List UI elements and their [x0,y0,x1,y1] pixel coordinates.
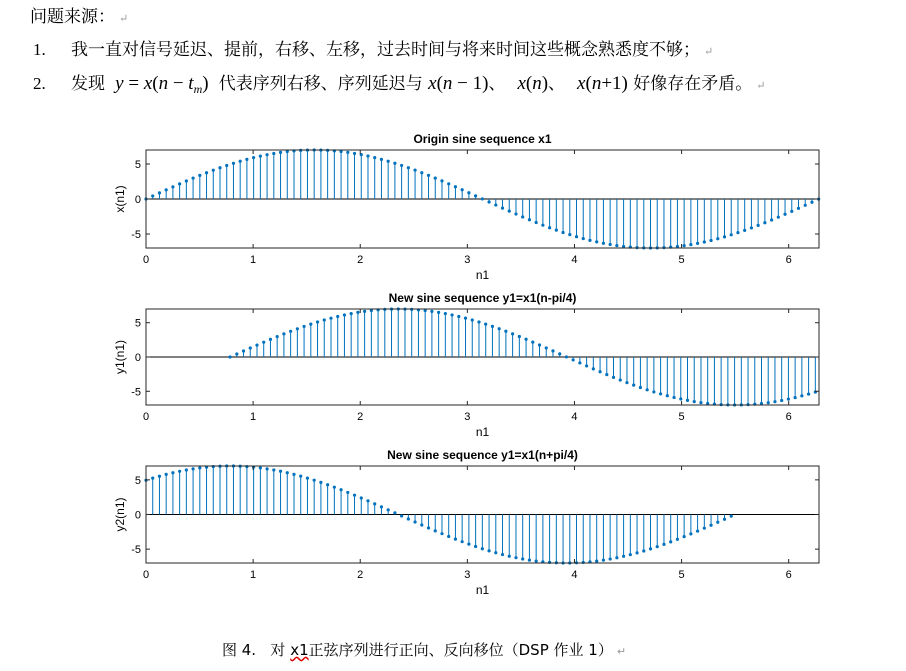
stem-marker [548,561,551,564]
stem-marker [521,557,524,560]
stem-marker [461,188,464,191]
stem-marker [346,151,349,154]
stem-marker [467,191,470,194]
stem-marker [790,210,793,213]
stem-marker [703,240,706,243]
x-tick-label: 2 [357,569,364,581]
stem-marker [323,318,326,321]
stem-marker [265,153,268,156]
stem-marker [464,317,467,320]
stem-marker [198,174,201,177]
caption-variable: x1 [290,641,309,659]
stem-marker [632,384,635,387]
x-tick-label: 4 [571,569,578,581]
stem-marker [598,370,601,373]
stem-marker [440,179,443,182]
stem-marker [440,532,443,535]
stem-marker [232,162,235,165]
chart-title: Origin sine sequence x1 [413,132,552,146]
stem-marker [652,390,655,393]
stem-marker [602,242,605,245]
caption-text-post: 正弦序列进行正向、反向移位（DSP 作业 1） [308,641,613,659]
stem-marker [565,355,568,358]
stem-marker [366,499,369,502]
stem-marker [524,338,527,341]
caption-text-pre: 对 [270,641,286,659]
stem-marker [773,400,776,403]
stem-marker [696,242,699,245]
stem-marker [743,229,746,232]
stem-marker [508,210,511,213]
stem-marker [185,468,188,471]
stem-marker [555,229,558,232]
stem-marker [777,216,780,219]
stem-marker [582,561,585,564]
x-tick-label: 4 [571,411,578,423]
stem-marker [400,514,403,517]
stem-marker [800,394,803,397]
stem-marker [165,188,168,191]
stem-marker [242,349,245,352]
stem-marker [716,237,719,240]
stem-marker [561,231,564,234]
stem-marker [508,555,511,558]
x-tick-label: 3 [464,411,471,423]
stem-marker [158,191,161,194]
stem-marker [309,323,312,326]
stem-marker [625,381,628,384]
y-tick-label: 5 [134,159,141,171]
stem-marker [501,553,504,556]
stem-marker [807,392,810,395]
stem-marker [272,152,275,155]
stem-marker [447,535,450,538]
stem-marker [669,540,672,543]
stem-marker [484,322,487,325]
stem-marker [689,532,692,535]
stem-marker [514,556,517,559]
y-tick-label: 5 [134,317,141,330]
stem-marker [609,243,612,246]
x-tick-label: 3 [464,254,471,266]
stem-marker [363,310,366,313]
stem-marker [262,341,265,344]
x-tick-label: 3 [464,569,471,581]
stem-marker [683,244,686,247]
x-tick-label: 2 [357,411,364,423]
stem-marker [531,341,534,344]
stem-marker [514,212,517,215]
figure-caption [222,639,626,660]
stem-marker [151,194,154,197]
stem-marker [333,486,336,489]
separator: 、 [488,74,506,94]
y-tick-label: 5 [134,474,141,487]
stem-marker [605,373,608,376]
stem-marker [279,151,282,154]
stem-marker [272,468,275,471]
stem-marker [265,467,268,470]
x-tick-label: 2 [357,254,364,266]
chart-title: New sine sequence y1=x1(n+pi/4) [387,448,578,462]
stem-marker [198,466,201,469]
stem-marker [239,160,242,163]
stem-marker [491,325,494,328]
stem-marker [299,475,302,478]
stem-marker [689,243,692,246]
stem-marker [434,176,437,179]
stem-marker [676,538,679,541]
stem-marker [178,182,181,185]
stem-marker [420,523,423,526]
stem-marker [212,465,215,468]
stem-marker [730,515,733,518]
x-axis-label: n1 [475,425,490,439]
stem-marker [750,226,753,229]
stem-marker [783,213,786,216]
stem-marker [666,394,669,397]
stem-marker [615,556,618,559]
stem-marker [528,558,531,561]
stem-marker [686,399,689,402]
stem-marker [662,543,665,546]
y-tick-label: 0 [134,509,141,522]
stem-marker [538,343,541,346]
stem-marker [276,335,279,338]
x-tick-label: 6 [785,411,792,423]
y-tick-label: 0 [134,352,141,364]
stem-marker [326,483,329,486]
formula-advance: x(n+1) [577,73,628,94]
stem-marker [407,517,410,520]
stem-marker [635,551,638,554]
x-tick-label: 5 [678,411,685,423]
list-item-text-mid: 代表序列右移、序列延迟与 [218,74,423,94]
x-tick-label: 5 [678,569,685,581]
stem-marker [659,392,662,395]
stem-marker [249,346,252,349]
stem-marker [457,315,460,318]
stem-marker [541,224,544,227]
stem-marker [380,505,383,508]
paragraph-mark-icon: ↵ [704,45,714,58]
stem-marker [151,477,154,480]
stem-marker [245,465,248,468]
stem-marker [521,215,524,218]
stem-marker [387,508,390,511]
stem-marker [699,401,702,404]
stem-marker [360,496,363,499]
stem-marker [679,397,682,400]
stem-marker [545,346,548,349]
x-tick-label: 0 [142,254,150,266]
stem-marker [639,386,642,389]
stem-marker [437,311,440,314]
stem-marker [444,312,447,315]
stem-marker [454,185,457,188]
separator: 、 [548,74,566,94]
x-tick-label: 4 [571,254,578,266]
stem-marker [588,239,591,242]
stem-marker [353,494,356,497]
stem-marker [642,549,645,552]
stem-marker [810,201,813,204]
stem-marker [387,160,390,163]
stem-marker [191,177,194,180]
stem-marker [572,358,575,361]
x-tick-label: 6 [785,254,792,266]
stem-marker [535,559,538,562]
stem-marker [474,194,477,197]
formula-identity: x(n) [517,73,549,94]
x-tick-label: 5 [678,254,685,266]
stem-marker [518,335,521,338]
x-axis-label: n1 [475,268,490,282]
stem-marker [329,317,332,320]
stem-marker [171,471,174,474]
stem-marker [319,481,322,484]
y-axis-label: y2(n1) [113,497,127,532]
formula-delay: x(n − 1) [428,73,489,94]
stem-marker [420,171,423,174]
stem-marker [477,320,480,323]
stem-marker [191,467,194,470]
stem-marker [205,171,208,174]
stem-marker [481,547,484,550]
stem-marker [797,207,800,210]
stem-marker [461,540,464,543]
stem-marker [185,179,188,182]
stem-marker [804,204,807,207]
question-source-text: 问题来源： [30,7,115,27]
stem-marker [646,388,649,391]
list-item-number: 1. [33,40,46,59]
stem-marker [259,466,262,469]
stem-marker [434,529,437,532]
stem-marker [629,553,632,556]
stem-marker [471,318,474,321]
stem-marker [178,470,181,473]
stem-marker [528,218,531,221]
stem-marker [296,327,299,330]
stem-marker [413,520,416,523]
stem-marker [703,527,706,530]
stem-marker [709,524,712,527]
stem-marker [373,502,376,505]
y-tick-label: 0 [134,194,141,206]
stem-marker [787,398,790,401]
stem-marker [228,355,231,358]
stem-marker [672,396,675,399]
stem-marker [289,330,292,333]
stem-marker [585,364,588,367]
stem-marker [487,200,490,203]
list-item-text-post: 好像存在矛盾。 [633,74,753,94]
stem-marker [494,203,497,206]
list-item-number: 2. [33,74,46,93]
stem-marker [709,239,712,242]
stem-marker [427,526,430,529]
stem-marker [763,221,766,224]
stem-marker [474,545,477,548]
stem-marker [286,471,289,474]
stem-marker [602,559,605,562]
stem-marker [693,400,696,403]
stem-marker [430,310,433,313]
y-axis-label: x(n1) [113,185,127,213]
stem-marker [245,158,248,161]
stem-marker [316,320,319,323]
stem-marker [407,166,410,169]
stem-marker [350,312,353,315]
stem-marker [736,231,739,234]
stem-marker [302,325,305,328]
stem-marker [615,244,618,247]
stem-marker [393,162,396,165]
stem-marker [373,156,376,159]
x-tick-label: 6 [785,569,792,581]
stem-marker [609,557,612,560]
stem-marker [535,221,538,224]
stem-marker [393,511,396,514]
stem-marker [619,378,622,381]
x-axis-label: n1 [475,583,490,597]
stem-marker [558,352,561,355]
stem-marker [595,560,598,563]
stem-marker [494,551,497,554]
stem-marker [716,521,719,524]
paragraph-mark-icon: ↵ [756,79,766,92]
stem-marker [683,535,686,538]
stem-marker [292,473,295,476]
stem-marker [498,327,501,330]
paragraph-mark-icon: ↵ [119,12,129,25]
stem-marker [427,174,430,177]
stem-marker [447,182,450,185]
y-axis-label: y1(n1) [113,339,127,375]
x-tick-label: 1 [250,569,257,581]
stem-marker [582,237,585,240]
stem-marker [454,538,457,541]
stem-marker [487,549,490,552]
stem-marker [356,311,359,314]
stem-marker [511,332,514,335]
stem-marker [306,476,309,479]
stem-marker [279,470,282,473]
stem-marker [218,166,221,169]
stem-marker [578,361,581,364]
list-item-text-pre: 发现 [71,74,105,94]
stem-marker [757,224,760,227]
stem-marker [346,491,349,494]
stem-marker [770,218,773,221]
stem-marker [551,349,554,352]
stem-marker [255,343,258,346]
stem-marker [568,233,571,236]
stem-marker [481,197,484,200]
stem-marker [595,240,598,243]
stem-marker [380,158,383,161]
y-tick-label: -5 [131,544,141,557]
stem-marker [501,207,504,210]
stem-marker [467,543,470,546]
stem-marker [269,338,272,341]
stem-marker [158,475,161,478]
x-tick-label: 0 [142,569,150,581]
stem-marker [171,185,174,188]
y-tick-label: -5 [131,229,141,241]
stem-marker [656,545,659,548]
stem-marker [696,529,699,532]
stem-marker [767,401,770,404]
stem-marker [343,313,346,316]
stem-marker [313,479,316,482]
stem-marker [622,555,625,558]
stem-marker [548,226,551,229]
x-tick-label: 0 [142,411,150,423]
stem-marker [450,313,453,316]
stem-marker [649,547,652,550]
stem-marker [225,164,228,167]
stem-marker [353,152,356,155]
stem-marker [413,169,416,172]
formula-shift: $y = x(n - t_m)$ [115,73,214,96]
stem-marker [336,315,339,318]
stem-marker [504,330,507,333]
stem-marker [259,154,262,157]
stem-marker [780,399,783,402]
stem-marker [612,376,615,379]
caption-figure-number: 图 4. [222,641,257,659]
stem-marker [282,332,285,335]
stem-marker [723,518,726,521]
stem-marker [235,352,238,355]
stem-marker [794,396,797,399]
stem-marker [339,488,342,491]
list-item-text: 我一直对信号延迟、提前，右移、左移，过去时间与将来时间这些概念熟悉度不够； [71,40,700,60]
stem-marker [592,367,595,370]
paragraph-mark-icon: ↵ [616,645,627,658]
stem-marker [252,156,255,159]
stem-marker [212,169,215,172]
stem-marker [730,233,733,236]
stem-marker [366,154,369,157]
stem-marker [400,164,403,167]
y-tick-label: -5 [131,386,141,399]
stem-marker [575,235,578,238]
stem-marker [165,473,168,476]
x-tick-label: 1 [250,254,257,266]
stem-marker [723,235,726,238]
x-tick-label: 1 [250,411,257,423]
chart-title: New sine sequence y1=x1(n-pi/4) [388,291,577,305]
